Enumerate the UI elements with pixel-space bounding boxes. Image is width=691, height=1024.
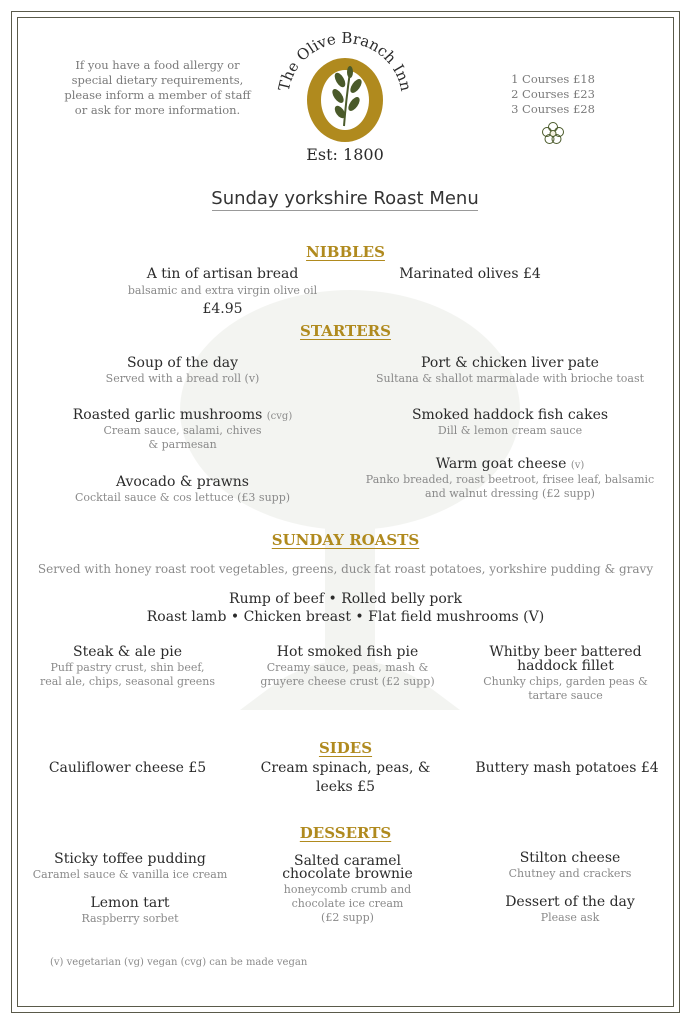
yorkshire-rose-icon (540, 120, 566, 146)
soup-name: Soup of the day (126, 355, 239, 371)
brownie-desc-3: (£2 supp) (321, 911, 374, 924)
mushrooms-title: Roasted garlic mushrooms (72, 407, 263, 423)
pate-name: Port & chicken liver pate (421, 355, 599, 371)
spinach-side-1: Cream spinach, peas, & (260, 760, 431, 776)
dotd-name: Dessert of the day (505, 894, 635, 910)
price-line: 1 Courses £18 (511, 72, 595, 86)
whitby-name-2: haddock fillet (517, 658, 614, 674)
fishpie-desc-2: gruyere cheese crust (£2 supp) (260, 675, 435, 688)
sticky-desc: Caramel sauce & vanilla ice cream (32, 868, 228, 881)
logo-arc-text: The Olive Branch Inn (274, 30, 416, 93)
olives-name: Marinated olives £4 (399, 266, 541, 282)
price-line: 2 Courses £23 (511, 87, 595, 101)
mash-side: Buttery mash potatoes £4 (475, 760, 659, 776)
stilton-desc: Chutney and crackers (508, 867, 632, 880)
whitby-desc-1: Chunky chips, garden peas & (483, 675, 648, 688)
lemon-desc: Raspberry sorbet (81, 912, 179, 925)
goat-desc-1: Panko breaded, roast beetroot, frisee leaf, balsamic (365, 473, 655, 486)
soup-desc: Served with a bread roll (v) (105, 372, 260, 385)
pie-desc-2: real ale, chips, seasonal greens (39, 675, 216, 688)
desserts-heading: DESSERTS (299, 824, 392, 842)
fishpie-name: Hot smoked fish pie (276, 644, 419, 660)
mushrooms-tag: (cvg) (266, 411, 293, 422)
logo-est: Est: 1800 (306, 145, 384, 164)
mushrooms-desc-2: & parmesan (148, 438, 217, 451)
haddock-name: Smoked haddock fish cakes (411, 407, 609, 423)
avocado-name: Avocado & prawns (115, 474, 249, 490)
brownie-desc-2: chocolate ice cream (291, 897, 404, 910)
stilton-name: Stilton cheese (519, 850, 621, 866)
haddock-desc: Dill & lemon cream sauce (437, 424, 583, 437)
bread-desc: balsamic and extra virgin olive oil (127, 284, 318, 297)
roasts-served: Served with honey roast root vegetables, greens, duck fat roast potatoes, yorkshire pudding & gravy (37, 562, 654, 576)
menu-title: Sunday yorkshire Roast Menu (211, 188, 479, 209)
course-prices (478, 72, 628, 117)
roasts-line-1: Rump of beef • Rolled belly pork (229, 591, 462, 607)
goat-desc-2: and walnut dressing (£2 supp) (425, 487, 595, 500)
sticky-name: Sticky toffee pudding (54, 851, 206, 867)
pie-name: Steak & ale pie (73, 644, 182, 660)
avocado-desc: Cocktail sauce & cos lettuce (£3 supp) (74, 491, 291, 504)
roasts-heading: SUNDAY ROASTS (271, 531, 420, 549)
brownie-name-1: Salted caramel (293, 853, 401, 869)
sides-heading: SIDES (318, 739, 373, 757)
bread-name: A tin of artisan bread (146, 266, 299, 282)
spinach-side-2: leeks £5 (316, 779, 375, 795)
whitby-name-1: Whitby beer battered (489, 644, 642, 660)
goat-name (365, 456, 655, 474)
title-underline (212, 210, 478, 211)
mushrooms-name (50, 407, 315, 425)
bread-price: £4.95 (202, 301, 243, 317)
fishpie-desc-1: Creamy sauce, peas, mash & (266, 661, 429, 674)
allergy-note: If you have a food allergy or special dietary requirements, please inform a member of staff or ask for more information. (64, 58, 251, 117)
lemon-name: Lemon tart (90, 895, 170, 911)
dietary-key: (v) vegetarian (vg) vegan (cvg) can be made vegan (50, 957, 308, 968)
dotd-desc: Please ask (540, 911, 600, 924)
brownie-desc-1: honeycomb crumb and (283, 883, 412, 896)
price-line: 3 Courses £28 (511, 102, 595, 116)
goat-title: Warm goat cheese (435, 456, 567, 472)
cauliflower-side: Cauliflower cheese £5 (48, 760, 207, 776)
olive-branch-logo (270, 30, 420, 165)
pate-desc: Sultana & shallot marmalade with brioche toast (375, 372, 645, 385)
goat-tag: (v) (570, 460, 585, 471)
roasts-line-2: Roast lamb • Chicken breast • Flat field mushrooms (V) (146, 609, 545, 625)
starters-heading: STARTERS (300, 322, 391, 340)
brownie-name-2: chocolate brownie (282, 866, 413, 882)
whitby-desc-2: tartare sauce (528, 689, 603, 702)
nibbles-heading: NIBBLES (306, 243, 385, 261)
mushrooms-desc-1: Cream sauce, salami, chives (103, 424, 262, 437)
pie-desc-1: Puff pastry crust, shin beef, (50, 661, 205, 674)
